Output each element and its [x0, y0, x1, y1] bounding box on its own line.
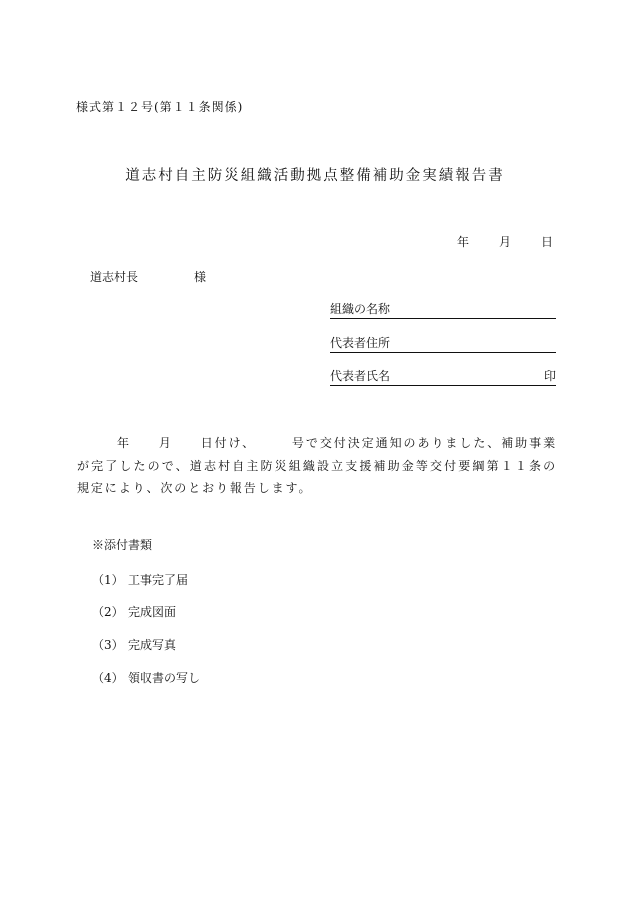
form-number: 様式第１２号(第１１条関係) — [76, 100, 244, 114]
addressee-name: 道志村長 — [90, 270, 139, 284]
report-body — [77, 432, 557, 500]
attachment-number: （3） — [92, 638, 124, 652]
date-day-label: 日 — [540, 235, 553, 249]
rep-address-field — [330, 334, 556, 353]
attachment-item — [92, 603, 176, 620]
addressee — [90, 268, 206, 285]
attachment-item — [92, 636, 176, 653]
attachments-heading: ※添付書類 — [92, 538, 153, 552]
org-name-label: 組織の名称 — [330, 302, 391, 316]
attachment-number: （2） — [92, 605, 124, 619]
rep-address-label: 代表者住所 — [330, 336, 391, 350]
attachment-number: （4） — [92, 671, 124, 685]
date-line — [430, 233, 553, 250]
attachment-label: 完成写真 — [128, 638, 177, 652]
rep-name-field — [330, 367, 556, 386]
report-body-text: 年 月 日付け、 号で交付決定通知のありました、補助事業が完了したので、道志村自主防災組織設立支援補助金等交付要綱第１１条の規定により、次のとおり報告します。 — [77, 436, 557, 495]
attachment-label: 完成図面 — [128, 605, 177, 619]
date-year-label: 年 — [456, 235, 469, 249]
document-title: 道志村自主防災組織活動拠点整備補助金実績報告書 — [125, 168, 505, 184]
rep-name-label: 代表者氏名 — [330, 369, 391, 383]
attachment-item — [92, 571, 188, 588]
date-month-label: 月 — [498, 235, 511, 249]
attachment-number: （1） — [92, 573, 124, 587]
attachment-item — [92, 669, 200, 686]
attachment-label: 領収書の写し — [128, 671, 201, 685]
attachment-label: 工事完了届 — [128, 573, 189, 587]
org-name-field — [330, 300, 556, 319]
seal-mark: 印 — [543, 369, 556, 383]
addressee-honorific: 様 — [194, 270, 207, 284]
